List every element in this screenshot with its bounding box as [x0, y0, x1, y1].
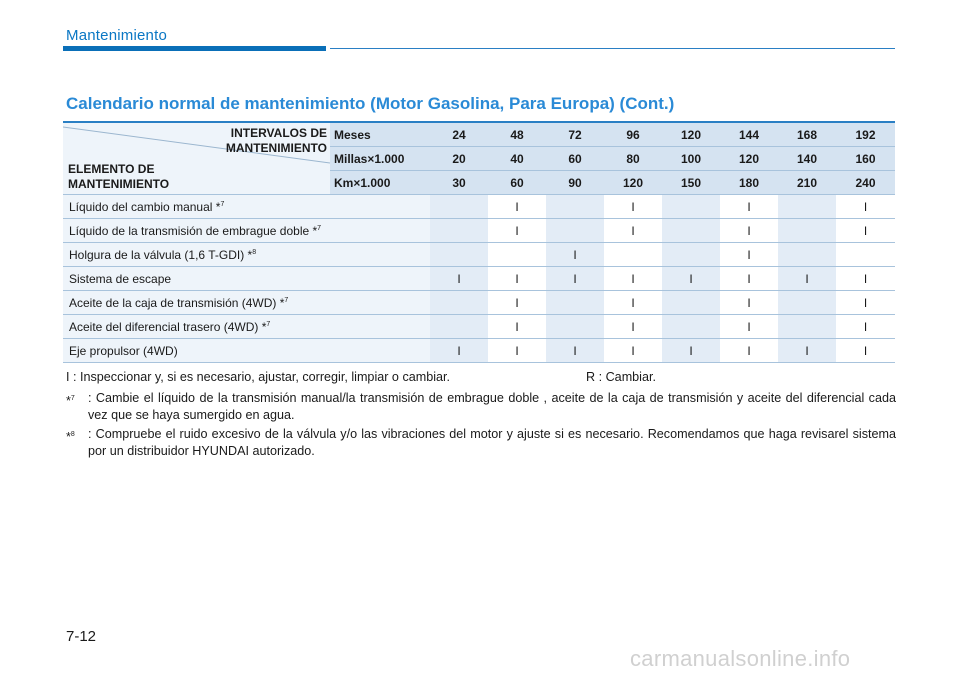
schedule-cell: I	[836, 219, 895, 243]
schedule-cell: I	[604, 291, 662, 315]
maintenance-item	[63, 243, 430, 267]
schedule-cell: I	[836, 267, 895, 291]
table-row	[63, 195, 895, 219]
schedule-cell: I	[604, 339, 662, 363]
legend-inspect: I : Inspeccionar y, si es necesario, ajustar, corregir, limpiar o cambiar.	[66, 370, 451, 384]
schedule-cell	[778, 315, 836, 339]
item-footnote-ref: 7	[284, 296, 289, 304]
section-title: Mantenimiento	[66, 27, 167, 44]
footnote-text: : Cambie el líquido de la transmisión manual/la transmisión de embrague doble , aceite de la caja de transmisión y aceite del diferencial cada vez que se haya sumergido en agua.	[88, 391, 896, 422]
interval-value: 90	[546, 171, 604, 195]
interval-value: 96	[604, 122, 662, 147]
item-name: Holgura de la válvula (1,6 T-GDI) *	[69, 247, 253, 262]
schedule-cell	[430, 219, 488, 243]
schedule-cell: I	[720, 195, 778, 219]
schedule-cell: I	[778, 267, 836, 291]
watermark: carmanualsonline.info	[630, 646, 851, 671]
table-row	[63, 267, 895, 291]
schedule-cell: I	[488, 339, 546, 363]
interval-value: 60	[488, 171, 546, 195]
schedule-cell: I	[430, 339, 488, 363]
schedule-cell	[488, 243, 546, 267]
schedule-cell: I	[720, 219, 778, 243]
table-corner-header	[63, 122, 330, 195]
schedule-cell: I	[662, 339, 720, 363]
schedule-cell	[778, 219, 836, 243]
interval-value: 72	[546, 122, 604, 147]
item-footnote-ref: 8	[252, 248, 257, 256]
footnote	[66, 426, 896, 460]
schedule-cell	[662, 291, 720, 315]
item-footnote-ref: 7	[266, 320, 271, 328]
schedule-cell: I	[488, 195, 546, 219]
schedule-cell	[662, 315, 720, 339]
schedule-cell: I	[720, 315, 778, 339]
schedule-cell	[778, 243, 836, 267]
schedule-cell	[430, 291, 488, 315]
schedule-cell: I	[604, 195, 662, 219]
header-rule-thick	[63, 46, 326, 51]
schedule-cell: I	[546, 339, 604, 363]
schedule-cell	[662, 195, 720, 219]
interval-value: 180	[720, 171, 778, 195]
maintenance-item	[63, 267, 430, 291]
interval-value: 40	[488, 147, 546, 171]
maintenance-item	[63, 339, 430, 363]
table-row	[63, 243, 895, 267]
schedule-cell: I	[430, 267, 488, 291]
items-header-label: ELEMENTO DE MANTENIMIENTO	[68, 162, 170, 191]
interval-value: 150	[662, 171, 720, 195]
schedule-cell	[836, 243, 895, 267]
notes-section	[66, 369, 896, 462]
interval-row	[63, 122, 895, 147]
interval-value: 140	[778, 147, 836, 171]
item-name: Aceite de la caja de transmisión (4WD) *	[69, 295, 285, 310]
maintenance-item	[63, 291, 430, 315]
interval-value: 192	[836, 122, 895, 147]
interval-value: 144	[720, 122, 778, 147]
interval-value: 120	[604, 171, 662, 195]
schedule-cell: I	[546, 243, 604, 267]
maintenance-item	[63, 195, 430, 219]
schedule-cell	[662, 219, 720, 243]
interval-label: Meses	[330, 122, 430, 147]
interval-value: 20	[430, 147, 488, 171]
schedule-cell: I	[604, 315, 662, 339]
schedule-cell	[546, 315, 604, 339]
schedule-cell	[604, 243, 662, 267]
schedule-cell: I	[778, 339, 836, 363]
footnote-mark: *$^8$	[66, 430, 75, 444]
page-title: Calendario normal de mantenimiento (Motor Gasolina, Para Europa) (Cont.)	[66, 94, 675, 113]
schedule-cell	[430, 243, 488, 267]
schedule-cell: I	[720, 267, 778, 291]
schedule-cell: I	[488, 267, 546, 291]
table-row	[63, 315, 895, 339]
schedule-cell: I	[720, 291, 778, 315]
interval-value: 30	[430, 171, 488, 195]
schedule-cell	[662, 243, 720, 267]
interval-value: 168	[778, 122, 836, 147]
schedule-cell	[546, 291, 604, 315]
item-name: Líquido del cambio manual *	[69, 199, 221, 214]
item-name: Aceite del diferencial trasero (4WD) *	[69, 319, 267, 334]
item-name: Eje propulsor (4WD)	[69, 343, 178, 358]
schedule-cell: I	[604, 219, 662, 243]
schedule-cell: I	[604, 267, 662, 291]
schedule-cell	[546, 195, 604, 219]
schedule-cell: I	[488, 291, 546, 315]
schedule-cell: I	[488, 219, 546, 243]
item-footnote-ref: 7	[220, 200, 225, 208]
item-footnote-ref: 7	[317, 224, 322, 232]
schedule-cell	[546, 219, 604, 243]
interval-value: 80	[604, 147, 662, 171]
footnote-mark: *$^7$	[66, 394, 75, 408]
interval-value: 120	[720, 147, 778, 171]
interval-label: Millas×1.000	[330, 147, 430, 171]
interval-value: 100	[662, 147, 720, 171]
legend-replace: R : Cambiar.	[586, 370, 656, 384]
schedule-cell	[778, 291, 836, 315]
schedule-cell: I	[836, 339, 895, 363]
table-row	[63, 339, 895, 363]
schedule-cell	[430, 315, 488, 339]
schedule-cell	[778, 195, 836, 219]
interval-value: 60	[546, 147, 604, 171]
item-name: Líquido de la transmisión de embrague doble *	[69, 223, 318, 238]
footnote-text: : Compruebe el ruido excesivo de la válvula y/o las vibraciones del motor y ajuste si es necesario. Recomendamos que haga revisarel sistema por un distribuidor HYUNDAI autorizado.	[88, 427, 896, 458]
table-row	[63, 291, 895, 315]
footnote	[66, 390, 896, 424]
item-name: Sistema de escape	[69, 271, 172, 286]
intervals-header-label: INTERVALOS DE MANTENIMIENTO	[225, 126, 327, 155]
schedule-cell: I	[836, 315, 895, 339]
maintenance-item	[63, 315, 430, 339]
schedule-cell: I	[662, 267, 720, 291]
schedule-cell: I	[546, 267, 604, 291]
legend	[66, 369, 896, 386]
interval-label: Km×1.000	[330, 171, 430, 195]
interval-value: 240	[836, 171, 895, 195]
schedule-cell: I	[836, 291, 895, 315]
interval-value: 120	[662, 122, 720, 147]
maintenance-item	[63, 219, 430, 243]
header-rule-thin	[330, 48, 895, 49]
interval-value: 210	[778, 171, 836, 195]
schedule-cell: I	[488, 315, 546, 339]
interval-value: 160	[836, 147, 895, 171]
schedule-cell	[430, 195, 488, 219]
maintenance-table	[63, 121, 895, 363]
schedule-cell: I	[836, 195, 895, 219]
interval-value: 48	[488, 122, 546, 147]
page-number: 7-12	[66, 628, 97, 645]
table-row	[63, 219, 895, 243]
schedule-cell: I	[720, 243, 778, 267]
interval-value: 24	[430, 122, 488, 147]
schedule-cell: I	[720, 339, 778, 363]
